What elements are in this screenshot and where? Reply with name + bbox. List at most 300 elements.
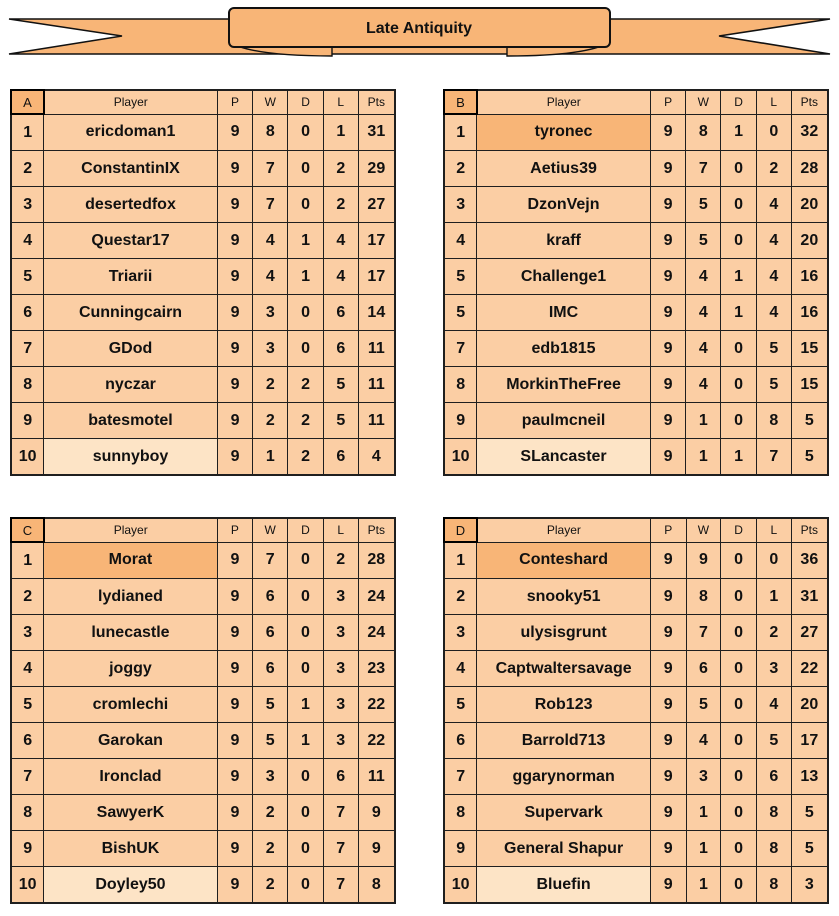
player-cell: Doyley50 (44, 867, 217, 904)
group-letter: A (11, 90, 44, 114)
l-cell: 2 (323, 542, 358, 579)
w-cell: 7 (686, 151, 721, 187)
pts-cell: 14 (358, 295, 395, 331)
table-row (11, 542, 395, 579)
p-cell: 9 (650, 651, 686, 687)
l-cell: 3 (323, 579, 358, 615)
d-cell: 1 (721, 439, 757, 476)
w-cell: 5 (686, 223, 721, 259)
pts-cell: 29 (358, 151, 395, 187)
player-cell: cromlechi (44, 687, 217, 723)
d-cell: 2 (288, 403, 324, 439)
l-cell: 3 (323, 687, 358, 723)
col-header-player: Player (44, 518, 217, 542)
table-row (444, 579, 828, 615)
d-cell: 0 (288, 331, 324, 367)
player-cell: paulmcneil (477, 403, 650, 439)
player-cell: GDod (44, 331, 217, 367)
d-cell: 0 (288, 831, 324, 867)
rank-cell: 5 (11, 259, 44, 295)
table-row (444, 542, 828, 579)
d-cell: 0 (288, 187, 324, 223)
col-header-l: L (756, 518, 791, 542)
rank-cell: 6 (11, 723, 44, 759)
w-cell: 2 (253, 795, 288, 831)
l-cell: 6 (323, 295, 358, 331)
group-letter: C (11, 518, 44, 542)
p-cell: 9 (650, 723, 686, 759)
p-cell: 9 (217, 187, 253, 223)
p-cell: 9 (217, 223, 253, 259)
header-row (11, 518, 395, 542)
col-header-player: Player (44, 90, 217, 114)
table-row (11, 759, 395, 795)
d-cell: 0 (721, 542, 757, 579)
rank-cell: 10 (444, 867, 477, 904)
pts-cell: 13 (791, 759, 828, 795)
d-cell: 1 (288, 723, 324, 759)
player-cell: DzonVejn (477, 187, 650, 223)
header-row (11, 90, 395, 114)
l-cell: 6 (323, 331, 358, 367)
p-cell: 9 (217, 151, 253, 187)
d-cell: 0 (721, 867, 757, 904)
pts-cell: 11 (358, 403, 395, 439)
rank-cell: 6 (11, 295, 44, 331)
p-cell: 9 (217, 651, 253, 687)
w-cell: 8 (253, 114, 288, 151)
d-cell: 1 (721, 259, 757, 295)
rank-cell: 1 (11, 114, 44, 151)
w-cell: 1 (686, 795, 721, 831)
table-row (444, 723, 828, 759)
pts-cell: 36 (791, 542, 828, 579)
col-header-d: D (721, 518, 757, 542)
pts-cell: 11 (358, 759, 395, 795)
d-cell: 1 (721, 295, 757, 331)
d-cell: 0 (721, 403, 757, 439)
rank-cell: 3 (11, 187, 44, 223)
p-cell: 9 (650, 187, 686, 223)
table-row (11, 187, 395, 223)
player-cell: Questar17 (44, 223, 217, 259)
rank-cell: 3 (11, 615, 44, 651)
w-cell: 4 (686, 723, 721, 759)
table-row (11, 723, 395, 759)
rank-cell: 1 (444, 114, 477, 151)
l-cell: 2 (756, 615, 791, 651)
d-cell: 1 (288, 259, 324, 295)
table-row (444, 114, 828, 151)
rank-cell: 7 (444, 759, 477, 795)
player-cell: MorkinTheFree (477, 367, 650, 403)
pts-cell: 8 (358, 867, 395, 904)
table-row (11, 795, 395, 831)
table-row (11, 114, 395, 151)
w-cell: 6 (253, 651, 288, 687)
l-cell: 6 (323, 439, 358, 476)
rank-cell: 10 (11, 439, 44, 476)
player-cell: tyronec (477, 114, 650, 151)
p-cell: 9 (650, 867, 686, 904)
pts-cell: 17 (358, 223, 395, 259)
d-cell: 0 (721, 331, 757, 367)
l-cell: 8 (756, 831, 791, 867)
d-cell: 0 (288, 651, 324, 687)
l-cell: 0 (756, 114, 791, 151)
p-cell: 9 (217, 687, 253, 723)
table-row (444, 831, 828, 867)
table-row (444, 151, 828, 187)
col-header-d: D (288, 518, 324, 542)
d-cell: 0 (721, 367, 757, 403)
player-cell: joggy (44, 651, 217, 687)
rank-cell: 7 (444, 331, 477, 367)
table-row (444, 795, 828, 831)
l-cell: 4 (756, 223, 791, 259)
table-row (444, 295, 828, 331)
p-cell: 9 (650, 831, 686, 867)
l-cell: 4 (756, 187, 791, 223)
pts-cell: 28 (791, 151, 828, 187)
header-row (444, 518, 828, 542)
d-cell: 0 (288, 795, 324, 831)
rank-cell: 5 (444, 687, 477, 723)
p-cell: 9 (217, 831, 253, 867)
pts-cell: 32 (791, 114, 828, 151)
w-cell: 5 (253, 723, 288, 759)
table-row (444, 867, 828, 904)
col-header-l: L (323, 90, 358, 114)
w-cell: 4 (686, 367, 721, 403)
pts-cell: 11 (358, 367, 395, 403)
pts-cell: 27 (791, 615, 828, 651)
player-cell: BishUK (44, 831, 217, 867)
rank-cell: 5 (11, 687, 44, 723)
l-cell: 1 (756, 579, 791, 615)
col-header-pts: Pts (358, 90, 395, 114)
pts-cell: 24 (358, 579, 395, 615)
table-row (11, 331, 395, 367)
l-cell: 5 (323, 403, 358, 439)
l-cell: 2 (756, 151, 791, 187)
rank-cell: 4 (444, 651, 477, 687)
rank-cell: 7 (11, 759, 44, 795)
l-cell: 5 (756, 367, 791, 403)
l-cell: 4 (756, 687, 791, 723)
player-cell: Barrold713 (477, 723, 651, 759)
d-cell: 0 (721, 687, 757, 723)
table-row (444, 759, 828, 795)
l-cell: 6 (756, 759, 791, 795)
rank-cell: 5 (444, 295, 477, 331)
p-cell: 9 (650, 151, 686, 187)
player-cell: ggarynorman (477, 759, 651, 795)
pts-cell: 23 (358, 651, 395, 687)
table-row (444, 403, 828, 439)
pts-cell: 9 (358, 795, 395, 831)
rank-cell: 1 (11, 542, 44, 579)
p-cell: 9 (217, 867, 253, 904)
l-cell: 8 (756, 867, 791, 904)
d-cell: 0 (288, 579, 324, 615)
rank-cell: 6 (444, 723, 477, 759)
p-cell: 9 (217, 114, 253, 151)
d-cell: 0 (721, 615, 757, 651)
p-cell: 9 (217, 439, 253, 476)
col-header-player: Player (477, 90, 650, 114)
p-cell: 9 (217, 367, 253, 403)
player-cell: Garokan (44, 723, 217, 759)
d-cell: 1 (288, 223, 324, 259)
player-cell: ericdoman1 (44, 114, 217, 151)
l-cell: 7 (756, 439, 791, 476)
w-cell: 7 (253, 187, 288, 223)
d-cell: 2 (288, 367, 324, 403)
table-row (444, 187, 828, 223)
player-cell: nyczar (44, 367, 217, 403)
player-cell: Bluefin (477, 867, 651, 904)
ribbon-graphic (0, 0, 839, 62)
l-cell: 0 (756, 542, 791, 579)
p-cell: 9 (650, 579, 686, 615)
d-cell: 0 (721, 579, 757, 615)
w-cell: 9 (686, 542, 721, 579)
rank-cell: 2 (11, 579, 44, 615)
rank-cell: 3 (444, 615, 477, 651)
player-cell: snooky51 (477, 579, 651, 615)
rank-cell: 9 (444, 831, 477, 867)
table-row (11, 439, 395, 476)
table-row (11, 223, 395, 259)
d-cell: 0 (721, 187, 757, 223)
player-cell: Conteshard (477, 542, 651, 579)
table-row (11, 367, 395, 403)
p-cell: 9 (650, 295, 686, 331)
l-cell: 4 (756, 259, 791, 295)
rank-cell: 2 (11, 151, 44, 187)
player-cell: Rob123 (477, 687, 651, 723)
w-cell: 3 (253, 295, 288, 331)
w-cell: 6 (253, 579, 288, 615)
title-ribbon (0, 0, 839, 62)
p-cell: 9 (650, 795, 686, 831)
rank-cell: 2 (444, 151, 477, 187)
w-cell: 3 (686, 759, 721, 795)
pts-cell: 28 (358, 542, 395, 579)
p-cell: 9 (650, 403, 686, 439)
table-row (11, 651, 395, 687)
p-cell: 9 (650, 439, 686, 476)
rank-cell: 4 (11, 223, 44, 259)
rank-cell: 9 (11, 831, 44, 867)
l-cell: 7 (323, 831, 358, 867)
col-header-w: W (686, 518, 721, 542)
w-cell: 6 (686, 651, 721, 687)
table-row (11, 151, 395, 187)
p-cell: 9 (217, 795, 253, 831)
pts-cell: 27 (358, 187, 395, 223)
p-cell: 9 (650, 223, 686, 259)
p-cell: 9 (650, 687, 686, 723)
rank-cell: 4 (444, 223, 477, 259)
p-cell: 9 (650, 114, 686, 151)
rank-cell: 8 (444, 795, 477, 831)
rank-cell: 8 (11, 367, 44, 403)
w-cell: 1 (686, 403, 721, 439)
table-row (11, 867, 395, 904)
p-cell: 9 (217, 723, 253, 759)
pts-cell: 22 (358, 723, 395, 759)
player-cell: SLancaster (477, 439, 650, 476)
pts-cell: 9 (358, 831, 395, 867)
w-cell: 3 (253, 331, 288, 367)
p-cell: 9 (217, 331, 253, 367)
table-row (444, 687, 828, 723)
d-cell: 0 (721, 223, 757, 259)
player-cell: ConstantinIX (44, 151, 217, 187)
pts-cell: 31 (791, 579, 828, 615)
group-table-c (10, 517, 396, 904)
p-cell: 9 (650, 615, 686, 651)
player-cell: batesmotel (44, 403, 217, 439)
p-cell: 9 (650, 542, 686, 579)
w-cell: 7 (686, 615, 721, 651)
l-cell: 5 (756, 723, 791, 759)
table-row (11, 295, 395, 331)
pts-cell: 20 (791, 187, 828, 223)
w-cell: 1 (686, 831, 721, 867)
col-header-d: D (288, 90, 324, 114)
p-cell: 9 (217, 759, 253, 795)
l-cell: 1 (323, 114, 358, 151)
p-cell: 9 (217, 615, 253, 651)
p-cell: 9 (217, 403, 253, 439)
col-header-p: P (650, 518, 686, 542)
player-cell: desertedfox (44, 187, 217, 223)
player-cell: IMC (477, 295, 650, 331)
player-cell: Aetius39 (477, 151, 650, 187)
col-header-l: L (756, 90, 791, 114)
group-table-b (443, 89, 829, 476)
pts-cell: 20 (791, 223, 828, 259)
d-cell: 0 (288, 759, 324, 795)
table-row (11, 831, 395, 867)
table-row (444, 615, 828, 651)
w-cell: 7 (253, 542, 288, 579)
player-cell: lunecastle (44, 615, 217, 651)
w-cell: 5 (686, 687, 721, 723)
group-letter: D (444, 518, 477, 542)
l-cell: 2 (323, 187, 358, 223)
table-row (444, 651, 828, 687)
w-cell: 2 (253, 367, 288, 403)
l-cell: 3 (323, 615, 358, 651)
pts-cell: 31 (358, 114, 395, 151)
pts-cell: 20 (791, 687, 828, 723)
d-cell: 0 (288, 615, 324, 651)
table-row (11, 579, 395, 615)
col-header-pts: Pts (791, 90, 828, 114)
player-cell: Supervark (477, 795, 651, 831)
rank-cell: 10 (444, 439, 477, 476)
l-cell: 7 (323, 795, 358, 831)
w-cell: 6 (253, 615, 288, 651)
pts-cell: 16 (791, 295, 828, 331)
pts-cell: 3 (791, 867, 828, 904)
l-cell: 5 (323, 367, 358, 403)
rank-cell: 2 (444, 579, 477, 615)
d-cell: 0 (721, 831, 757, 867)
pts-cell: 5 (791, 439, 828, 476)
l-cell: 7 (323, 867, 358, 904)
rank-cell: 9 (444, 403, 477, 439)
table-row (444, 439, 828, 476)
w-cell: 3 (253, 759, 288, 795)
rank-cell: 3 (444, 187, 477, 223)
p-cell: 9 (650, 367, 686, 403)
p-cell: 9 (650, 331, 686, 367)
w-cell: 7 (253, 151, 288, 187)
table-row (444, 259, 828, 295)
p-cell: 9 (650, 759, 686, 795)
l-cell: 4 (323, 259, 358, 295)
p-cell: 9 (217, 295, 253, 331)
col-header-p: P (217, 90, 253, 114)
table-row (444, 223, 828, 259)
d-cell: 0 (288, 114, 324, 151)
group-table-a (10, 89, 396, 476)
col-header-l: L (323, 518, 358, 542)
l-cell: 4 (756, 295, 791, 331)
d-cell: 0 (721, 151, 757, 187)
w-cell: 2 (253, 403, 288, 439)
player-cell: Morat (44, 542, 217, 579)
table-row (11, 403, 395, 439)
d-cell: 1 (288, 687, 324, 723)
d-cell: 1 (721, 114, 757, 151)
player-cell: Challenge1 (477, 259, 650, 295)
pts-cell: 24 (358, 615, 395, 651)
player-cell: sunnyboy (44, 439, 217, 476)
w-cell: 4 (686, 295, 721, 331)
w-cell: 2 (253, 867, 288, 904)
w-cell: 4 (253, 223, 288, 259)
table-row (444, 367, 828, 403)
d-cell: 0 (721, 795, 757, 831)
w-cell: 1 (686, 439, 721, 476)
col-header-p: P (217, 518, 253, 542)
player-cell: Captwaltersavage (477, 651, 651, 687)
d-cell: 2 (288, 439, 324, 476)
d-cell: 0 (721, 651, 757, 687)
player-cell: Cunningcairn (44, 295, 217, 331)
w-cell: 8 (686, 114, 721, 151)
player-cell: Ironclad (44, 759, 217, 795)
l-cell: 3 (323, 651, 358, 687)
pts-cell: 15 (791, 331, 828, 367)
group-letter: B (444, 90, 477, 114)
l-cell: 8 (756, 403, 791, 439)
player-cell: Triarii (44, 259, 217, 295)
rank-cell: 5 (444, 259, 477, 295)
pts-cell: 22 (791, 651, 828, 687)
player-cell: kraff (477, 223, 650, 259)
d-cell: 0 (721, 723, 757, 759)
pts-cell: 5 (791, 795, 828, 831)
pts-cell: 17 (358, 259, 395, 295)
w-cell: 1 (253, 439, 288, 476)
